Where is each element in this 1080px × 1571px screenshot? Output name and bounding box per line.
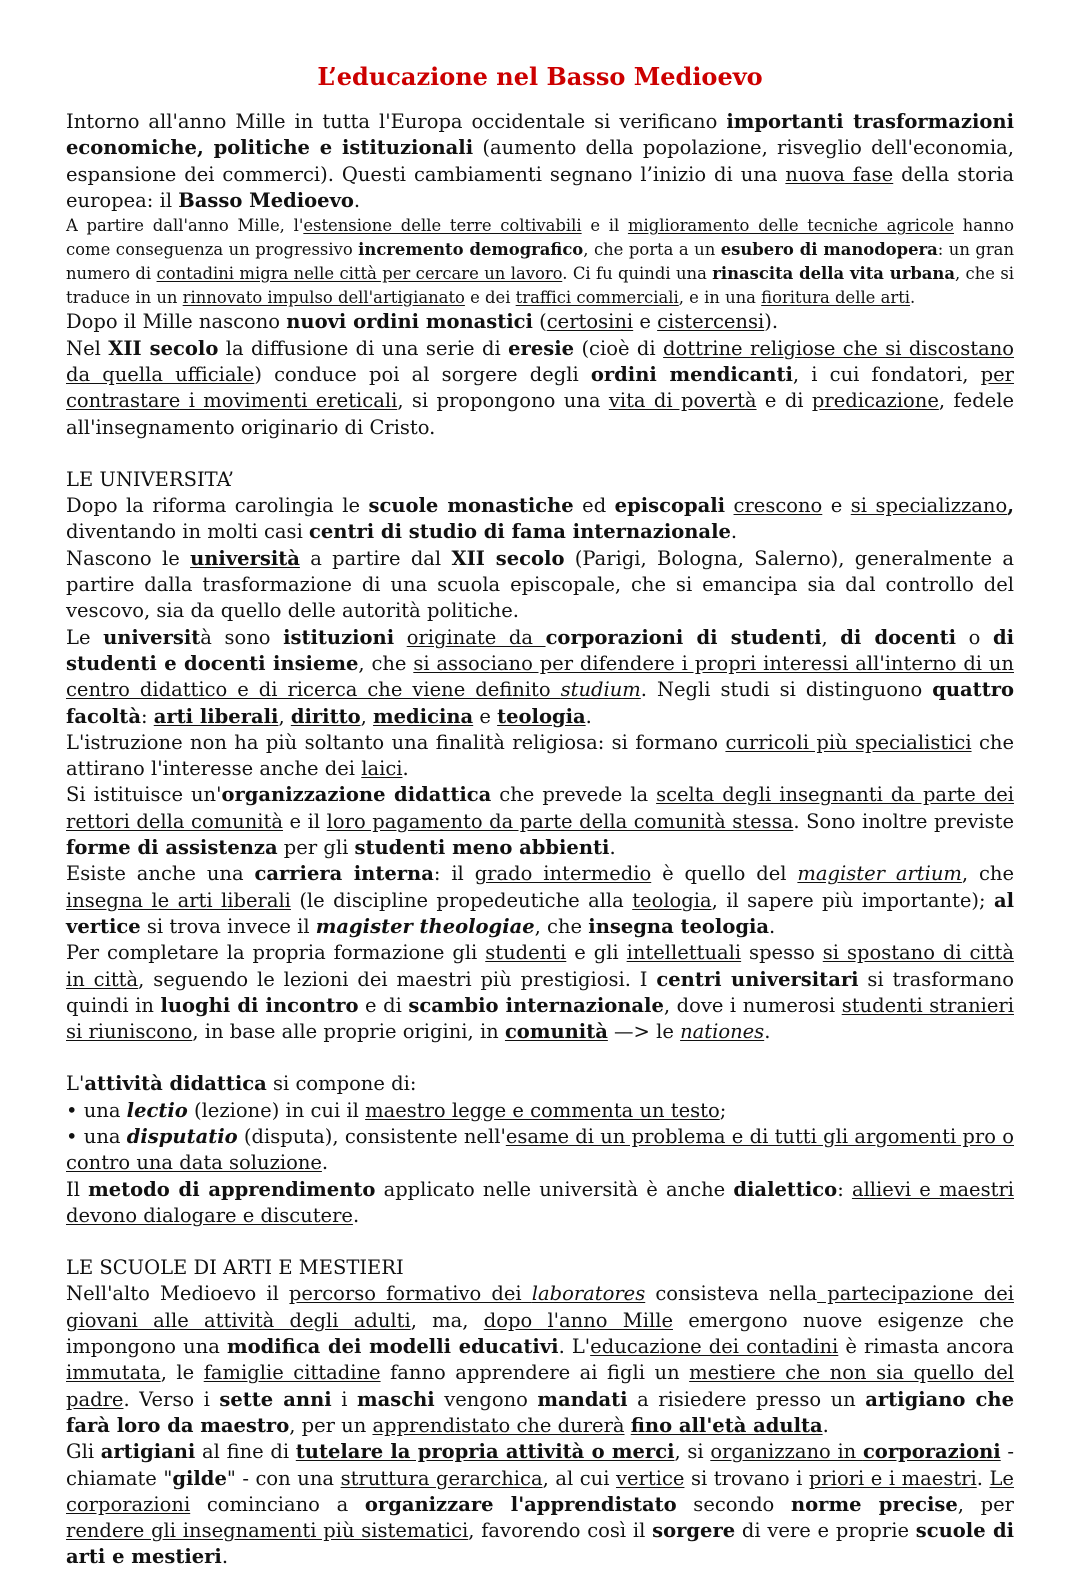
spacer bbox=[66, 1045, 1014, 1071]
attivita-bullet-lectio: • una lectio (lezione) in cui il maestro legge e commenta un testo; bbox=[66, 1098, 727, 1122]
universita-paragraph-2: Nascono le università a partire dal XII secolo (Parigi, Bologna, Salerno), generalmente a partire dalla trasformazione di una scuola episcopale, che si emancipa sia dal controllo del vescovo, sia da quello delle autorità politiche. bbox=[66, 546, 1014, 623]
universita-paragraph-4: L'istruzione non ha più soltanto una finalità religiosa: si formano curricoli più specialistici che attirano l'interesse anche dei laici. bbox=[66, 730, 1014, 781]
universita-paragraph-6: Esiste anche una carriera interna: il grado intermedio è quello del magister artium, che insegna le arti liberali (le discipline propedeutiche alla teologia, il sapere più importante); al vertice si trova invece il magister theologiae, che insegna teologia. bbox=[66, 862, 1015, 938]
scuole-paragraph-1: Nell'alto Medioevo il percorso formativo dei laboratores consisteva nella partecipazione dei giovani alle attività degli adulti, ma, dopo l'anno Mille emergono nuove esigenze che impongono una modifica dei modelli educativi. L'educazione dei contadini è rimasta ancora immutata, le famiglie cittadine fanno apprendere ai figli un mestiere che non sia quello del padre. Verso i sette anni i maschi vengono mandati a risiedere presso un artigiano che farà loro da maestro, per un apprendistato che durerà fino all'età adulta. bbox=[66, 1282, 1015, 1437]
universita-paragraph-1: Dopo la riforma carolingia le scuole monastiche ed episcopali crescono e si specializzano, diventando in molti casi centri di studio di fama internazionale. bbox=[66, 494, 1015, 544]
spacer bbox=[66, 441, 1014, 467]
page-title: L’educazione nel Basso Medioevo bbox=[317, 62, 763, 91]
universita-paragraph-5: Si istituisce un'organizzazione didattica che prevede la scelta degli insegnanti da parte dei rettori della comunità e il loro pagamento da parte della comunità stessa. Sono inoltre previste forme di assistenza per gli studenti meno abbienti. bbox=[66, 783, 1015, 860]
universita-paragraph-3: Le università sono istituzioni originate da corporazioni di studenti, di docenti o di studenti e docenti insieme, che si associano per difendere i propri interessi all'interno di un centro didattico e di ricerca che viene definito studium. Negli studi si distinguono quattro facoltà: arti liberali, diritto, medicina e teologia. bbox=[66, 625, 1014, 728]
intro-paragraph-4: Nel XII secolo la diffusione di una serie di eresie (cioè di dottrine religiose che si discostano da quella ufficiale) conduce poi al sorgere degli ordini mendicanti, i cui fondatori, per contrastare i movimenti ereticali, si propongono una vita di povertà e di predicazione, fedele all'insegnamento originario di Cristo. bbox=[66, 336, 1015, 439]
attivita-paragraph-2: Il metodo di apprendimento applicato nelle università è anche dialettico: allievi e maestri devono dialogare e discutere. bbox=[66, 1177, 1014, 1227]
intro-paragraph-3: Dopo il Mille nascono nuovi ordini monastici (certosini e cistercensi). bbox=[66, 310, 779, 334]
attivita-paragraph-1: L'attività didattica si compone di: bbox=[66, 1072, 417, 1096]
section-heading-scuole: LE SCUOLE DI ARTI E MESTIERI bbox=[66, 1256, 404, 1280]
intro-paragraph-2: A partire dall'anno Mille, l'estensione delle terre coltivabili e il miglioramento delle tecniche agricole hanno come conseguenza un progressivo incremento demografico, che porta a un esubero di manodopera: un gran numero di contadini migra nelle città per cercare un lavoro. Ci fu quindi una rinascita della vita urbana, che si traduce in un rinnovato impulso dell'artigianato e dei traffici commerciali, e in una fioritura delle arti. bbox=[66, 216, 1015, 307]
intro-paragraph-1: Intorno all'anno Mille in tutta l'Europa occidentale si verificano importanti trasformazioni economiche, politiche e istituzionali (aumento della popolazione, risveglio dell'economia, espansione dei commerci). Questi cambiamenti segnano l’inizio di una nuova fase della storia europea: il Basso Medioevo. bbox=[66, 110, 1015, 212]
spacer bbox=[66, 1229, 1014, 1255]
attivita-bullet-disputatio: • una disputatio (disputa), consistente nell'esame di un problema e di tutti gli argomenti pro o contro una data soluzione. bbox=[66, 1124, 1014, 1175]
scuole-paragraph-2: Gli artigiani al fine di tutelare la propria attività o merci, si organizzano in corporazioni - chiamate "gilde" - con una struttura gerarchica, al cui vertice si trovano i priori e i maestri. Le corporazioni cominciano a organizzare l'apprendistato secondo norme precise, per rendere gli insegnamenti più sistematici, favorendo così il sorgere di vere e proprie scuole di arti e mestieri. bbox=[66, 1440, 1014, 1569]
universita-paragraph-7: Per completare la propria formazione gli studenti e gli intellettuali spesso si spostano di città in città, seguendo le lezioni dei maestri più prestigiosi. I centri universitari si trasformano quindi in luoghi di incontro e di scambio internazionale, dove i numerosi studenti stranieri si riuniscono, in base alle proprie origini, in comunità —> le nationes. bbox=[66, 941, 1015, 1044]
section-heading-universita: LE UNIVERSITA’ bbox=[66, 467, 234, 491]
